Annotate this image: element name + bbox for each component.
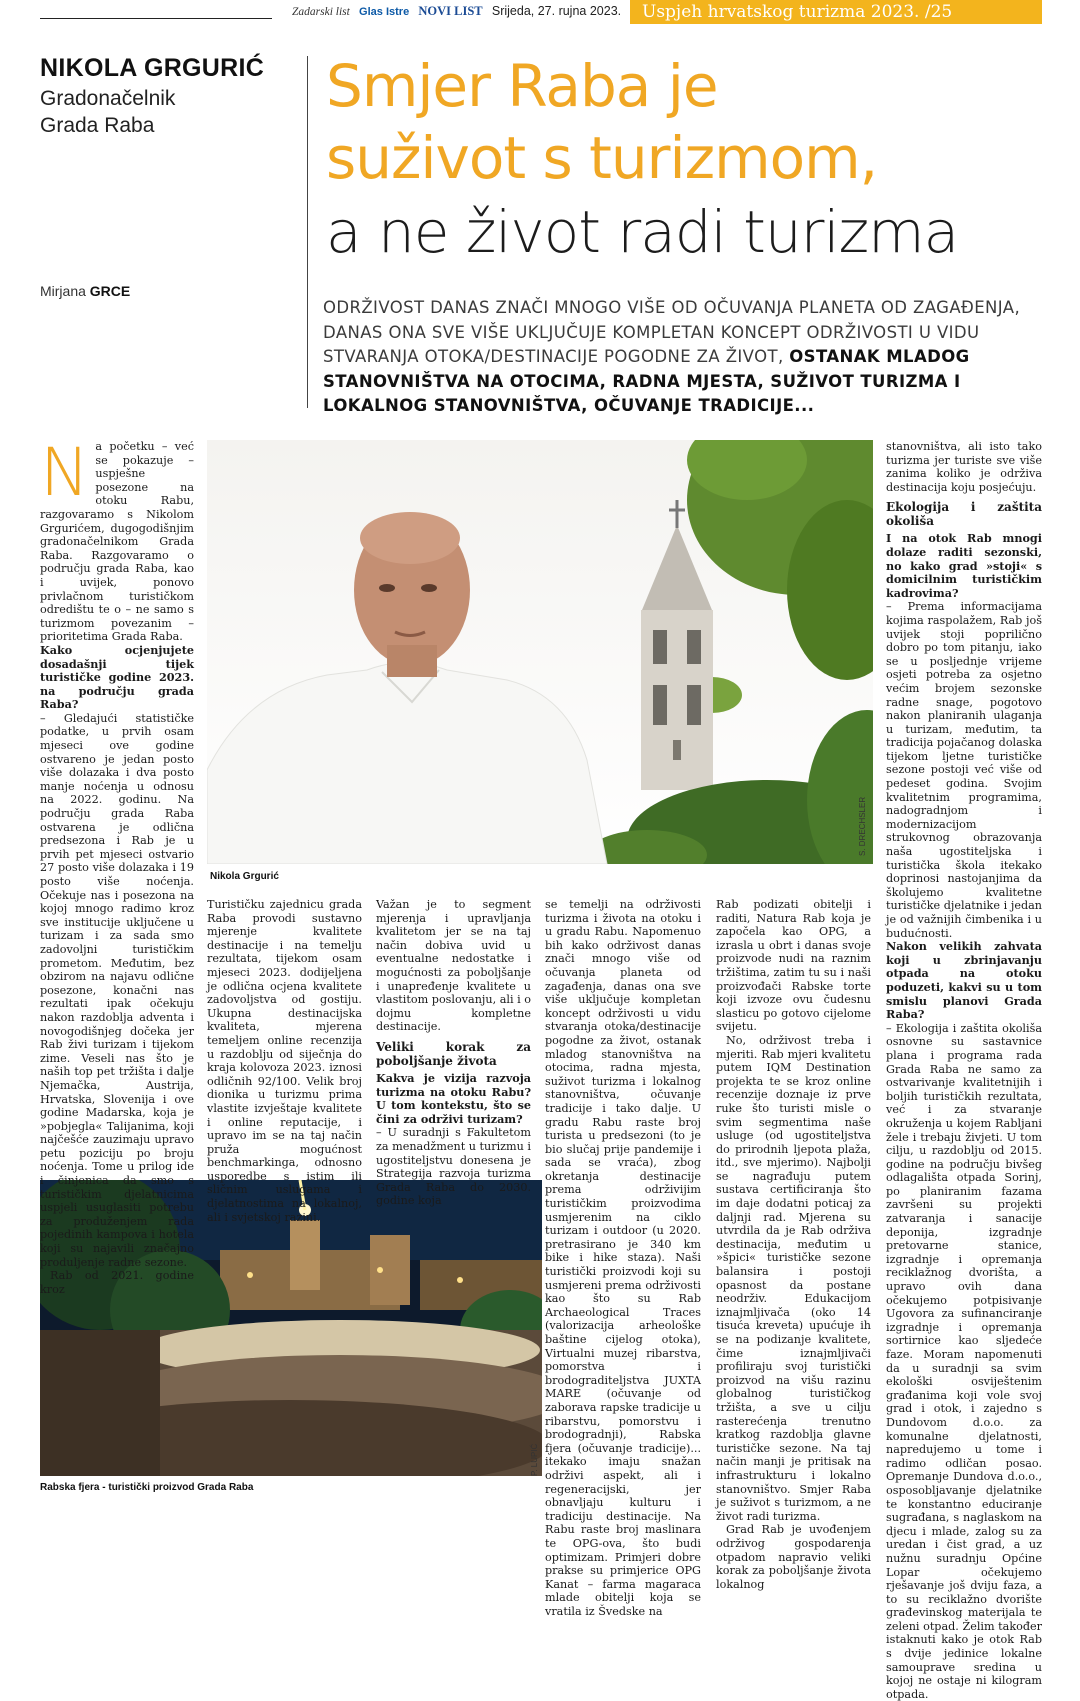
role-line-1: Gradonačelnik bbox=[40, 87, 176, 110]
intro-paragraph: a početku – već se pokazuje – uspješne posezone na otoku Rabu, razgovaramo s Nikolom Grgurićem, dugogodišnjim gradonačelnikom Grada Raba. Razgovaramo o području grada Raba, kao i uvijek, ponovo privlačnom turističkom odredištu te o – ne samo s turizmom povezanim – prioritetima Grada Raba. bbox=[40, 440, 194, 644]
headline-line-3: a ne život radi turizma bbox=[326, 198, 959, 266]
question-1: Kako ocjenjujete dosadašnji tijek turističke godine 2023. na području grada Raba? bbox=[40, 642, 194, 712]
question-3: I na otok Rab mnogi dolaze raditi sezonski, no kako grad »stoji« s domicilnim turističkim kadrovima? bbox=[886, 531, 1042, 600]
question-2: Kakva je vizija razvoja turizma na otoku Rabu? U tom kontekstu, što se čini za održivi turizam? bbox=[376, 1070, 531, 1126]
article-column-5 bbox=[716, 898, 871, 1591]
paragraph-continuation: stanovništva, ali isto tako turizma jer turiste sve više zanima koliko je održiva destinacija koju posjećuju. bbox=[886, 440, 1042, 494]
paragraph-quality: Turističku zajednicu grada Raba provodi sustavno mjerenje kvalitete destinacije i na temelju rezultata, tijekom osam mjeseci 2023. dodijeljena je odlična ocjena kvalitete zadovoljstva od gostiju. Ukupna destinacijska kvaliteta, mjerena temeljem online recenzija u razdoblju od siječnja do kraja kolovoza 2023. iznosi odličnih 92/100. Velik broj dionika u turizmu prima vlastite izvještaje kvalitete i online reputacije, i upravo im se na taj način pruža mogućnost benchmarkinga, odnosno usporedbe s istim ili sličnim uslugama i djelatnostima na lokalnoj, ali i svjetskoj razini. bbox=[207, 898, 362, 1224]
answer-4: – Ekologija i zaštita okoliša osnovne su sastavnice plana i programa rada Grada Raba ne samo za ostvarivanje kvalitetnijih i boljih turističkih rezultata, već i za stvaranje okruženja u kojem Rabljani žele i trebaju živjeti. U tom cilju, u razdoblju od 2015. godine na području bivšeg odlagališta otpada Sorinj, po planiranim fazama završeni su projekti zatvaranja i sanacije deponija, izgradnje pretovarne stanice, izgradnje i opremanja reciklažnog dvorišta, a upravo ovih dana očekujemo potpisivanje Ugovora za sufinanciranje izgradnje i opremanja sortirnice kao sljedeće faze. Moram napomenuti da u suradnji sa svim ekološki osviještenim građanima koji vole svoj grad i otok, i zajedno s Dundovom d.o.o. za komunalne djelatnosti, napredujemo u tome i radimo odličan posao. Opremanje Dundova d.o.o., osposobljavanje djelatnike te konstantno educiranje sugrađana, s naglaskom na djecu i mlade, zalog su za uredan i čist grad, a uz nužnu suradnju Općine Lopar očekujemo rješavanje još dviju faza, a to su reciklažno dvorište građevinskog materijala te zeleni otpad. Želim također istaknuti kako je otok Rab s dvije jedinice lokalne samouprave sredina u kojoj ne ostaje ni kilogram otpada. bbox=[886, 1021, 1042, 1701]
author-last-name: GRCE bbox=[89, 283, 131, 299]
interviewee-role bbox=[40, 85, 175, 139]
role-line-2: Grada Raba bbox=[40, 114, 155, 137]
article-column-2 bbox=[207, 898, 362, 1224]
paragraph-segment: Važan je to segment mjerenja i upravljanja kvalitetom jer se na taj način dobiva uvid u eventualne nedostatke i mogućnosti za poboljšanje i unapređenje kvalitete u vlastitom poslovanju, ali i o dojmu kompletne destinacije. bbox=[376, 898, 531, 1034]
header-divider bbox=[307, 56, 308, 408]
section-banner: Uspjeh hrvatskog turizma 2023. /25 bbox=[630, 0, 1042, 24]
paragraph-col1-end: Rab od 2021. godine kroz bbox=[40, 1269, 194, 1296]
author-first-name: Mirjana bbox=[40, 283, 86, 299]
portrait-photo bbox=[207, 440, 873, 864]
brand-glas-istre: Glas Istre bbox=[359, 6, 410, 18]
issue-date: Srijeda, 27. rujna 2023. bbox=[491, 4, 622, 18]
lead-paragraph bbox=[323, 296, 1043, 419]
author-byline bbox=[40, 283, 130, 299]
article-column-4 bbox=[545, 898, 701, 1618]
drop-cap: N bbox=[40, 434, 90, 511]
answer-2: – U suradnji s Fakultetom za menadžment u turizmu i ugostiteljstvu donesena je Strategija razvoja turizma Grada Raba do 2030. godine koja bbox=[376, 1126, 531, 1208]
paragraph-sustainability: se temelji na održivosti turizma i života na otoku i u gradu Rabu. Napomenuo bih kako održivost danas znači mnogo više od očuvanja planeta od zagađenja, danas ona sve više uključuje kompletan koncept održivosti u vidu stvaranja otoka/destinacije pogodne za život, ostanak mladog stanovništva na otocima, radna mjesta, suživot turizma i lokalnog stanovništva, očuvanje tradicije i tako dalje. U gradu Rabu raste broj turista u predsezoni (to je bio slučaj prije pandemije i sada se vraća), zbog okretanja destinacije prema održivijim turističkim proizvodima usmjerenim na ciklo turizam i outdoor (u 2020. pretrasirano je 340 km bike i hike staza). Naši turistički proizvodi koji su usmjereni prema održivosti kao što su Rab Archaeological Traces (valorizacija arheološke baštine cijelog otoka), Virtualni muzej ribarstva, pomorstva i brodograditeljstva JUXTA MARE (očuvanje od zaborava rapske tradicije u ribarstvu, pomorstvu i brodogradnji), Rabska fjera (očuvanje tradicije)... itekako imaju snažan održivi aspekt, ali i regeneracijski, jer obnavljaju kulturu i tradiciju destinacije. Na Rabu raste broj maslinara te OPG-ova, što budi optimizam. Primjeri dobre prakse su primjerice OPG Kanat – farma magaraca mlade obitelji koja se vratila iz Švedske na bbox=[545, 898, 701, 1618]
question-4: Nakon velikih zahvata koji u zbrinjavanju otpada na otoku poduzeti, kakvi su u tom smislu planovi Grada Raba? bbox=[886, 939, 1042, 1022]
brand-novi-list: NOVI LIST bbox=[418, 4, 483, 18]
main-photo-caption: Nikola Grgurić bbox=[210, 871, 279, 882]
article-column-1 bbox=[40, 434, 194, 1296]
answer-3: – Prema informacijama kojima raspolažem, Rab još uvijek stoji poprilično dobro po tom pitanju, iako se u posljednje vrijeme osjeti potreba za osjetno većim brojem sezonske radne snage, pogotovo nakon planiranih ulaganja u turizam, međutim, ta tradicija pojačanog dolaska tijekom ljetne turističke sezone postoji već više od pedeset godina. Svojim kvalitetnim programima, nadogradnjom i modernizacijom strukovnog obrazovanja naša ugostiteljska i turistička škola itekako doprinosi nastojanjima da školujemo kvalitetne turističke djelatnike i jedan je od važnijih čimbenika i u budućnosti. bbox=[886, 600, 1042, 940]
lead-normal: ODRŽIVOST DANAS ZNAČI MNOGO VIŠE OD OČUVANJA PLANETA OD ZAGAĐENJA, DANAS ONA SVE VIŠE UKLJUČUJE KOMPLETAN KONCEPT ODRŽIVOSTI U VIDU STVARANJA OTOKA/DESTINACIJE POGODNE ZA ŽIVOT, bbox=[323, 298, 1021, 366]
publication-brands bbox=[292, 4, 622, 24]
subheading-1: Veliki korak za poboljšanje života bbox=[376, 1039, 531, 1068]
brand-zadarski-list: Zadarski list bbox=[292, 6, 350, 18]
festival-photo-credit: P. LUPIĆ bbox=[530, 1443, 539, 1476]
header-rule bbox=[40, 18, 272, 19]
article-column-3 bbox=[376, 898, 531, 1208]
paragraph-measurement: No, održivost treba i mjeriti. Rab mjeri kvalitetu putem IQM Destination projekta te se kroz online recenzije doznaje iz prve ruke što turisti misle o svim segmentima naše usluge (od ugostiteljstva do prirodnih ljepota plaža, itd., sve mjerimo). Najbolji se nagrađuju putem sustava certificiranja što im daje dodatni poticaj za daljnji rad. Mjerena su utvrdila da je Rab održiva destinacija, međutim u »špici« turističke sezone balansira i postoji opasnost da postane neodrživ. Edukacijom iznajmljivača (oko 14 tisuća kreveta) upućuje ih se na podizanje kvalitete, čime iznajmljivači profiliraju svoj turistički proizvod na višu razinu globalnog turističkog tržišta, a sve u cilju rasterećenja trenutno kratkog razdoblja glavne turističke sezone. Na taj način manji je pritisak na infrastrukturu i lokalno stanovništvo. Smjer Raba je suživot s turizmom, a ne život radi turizma. bbox=[716, 1033, 871, 1523]
answer-1: – Gledajući statističke podatke, u prvih osam mjeseci ove godine ostvareno je jedan posto više dolazaka i dva posto manje noćenja u odnosu na 2022. godinu. Na području grada Raba ostvarena je odlična predsezona i Rab je u prvih pet mjeseci ostvario 27 posto više dolazaka i 19 posto više noćenja. Očekuje nas i posezona na kojoj mnogo radimo kroz sve institucije uključene u turizam i za sada smo zadovoljni turističkim prometom. Međutim, bez obzirom na najavu odlične posezone, konačni nas rezultati ipak očekuju nakon razdoblja adventa i novogodišnjeg dočeka jer Rab živi turizam i tijekom zime. Veseli nas što je naših top pet tržišta i dalje Njemačka, Austrija, Hrvatska, Slovenija i ove godine Madarska, koja je »pobjegla« Talijanima, koji najčešće zauzimaju upravo petu poziciju po broju noćenja. Tome u prilog ide i činjenica da smo s turističkim djelatnicima uspjeli usuglasiti potrebu za produženjem rada pojedinih kampova i hotela koji su najavili značajno produljenje radne sezone. bbox=[40, 711, 194, 1269]
article-column-6 bbox=[886, 440, 1042, 1701]
headline-line-2: suživot s turizmom, bbox=[326, 124, 878, 192]
main-photo-credit: S. DRECHSLER bbox=[858, 796, 867, 856]
interviewee-name: NIKOLA GRGURIĆ bbox=[40, 54, 265, 82]
headline-line-1: Smjer Raba je bbox=[326, 52, 718, 120]
lead-bold: OSTANAK MLADOG STANOVNIŠTVA NA OTOCIMA, RADNA MJESTA, SUŽIVOT TURIZMA I LOKALNOG STANOVNIŠTVA, OČUVANJE TRADICIJE... bbox=[323, 347, 970, 415]
festival-photo-caption: Rabska fjera - turistički proizvod Grada Raba bbox=[40, 1482, 254, 1493]
paragraph-products: Rab podizati obitelji i raditi, Natura Rab koja je započela kao OPG, a izrasla u obrt i danas svoje proizvode nudi na raznim tržištima, zatim tu su i naši proizvođači Rabske torte koji izvoze ovu čudesnu slasticu po gotovo cijelome svijetu. bbox=[716, 898, 871, 1034]
subheading-2: Ekologija i zaštita okoliša bbox=[886, 500, 1042, 529]
paragraph-waste: Grad Rab je uvođenjem održivog gospodarenja otpadom napravio veliki korak za poboljšanje života lokalnog bbox=[716, 1523, 871, 1591]
